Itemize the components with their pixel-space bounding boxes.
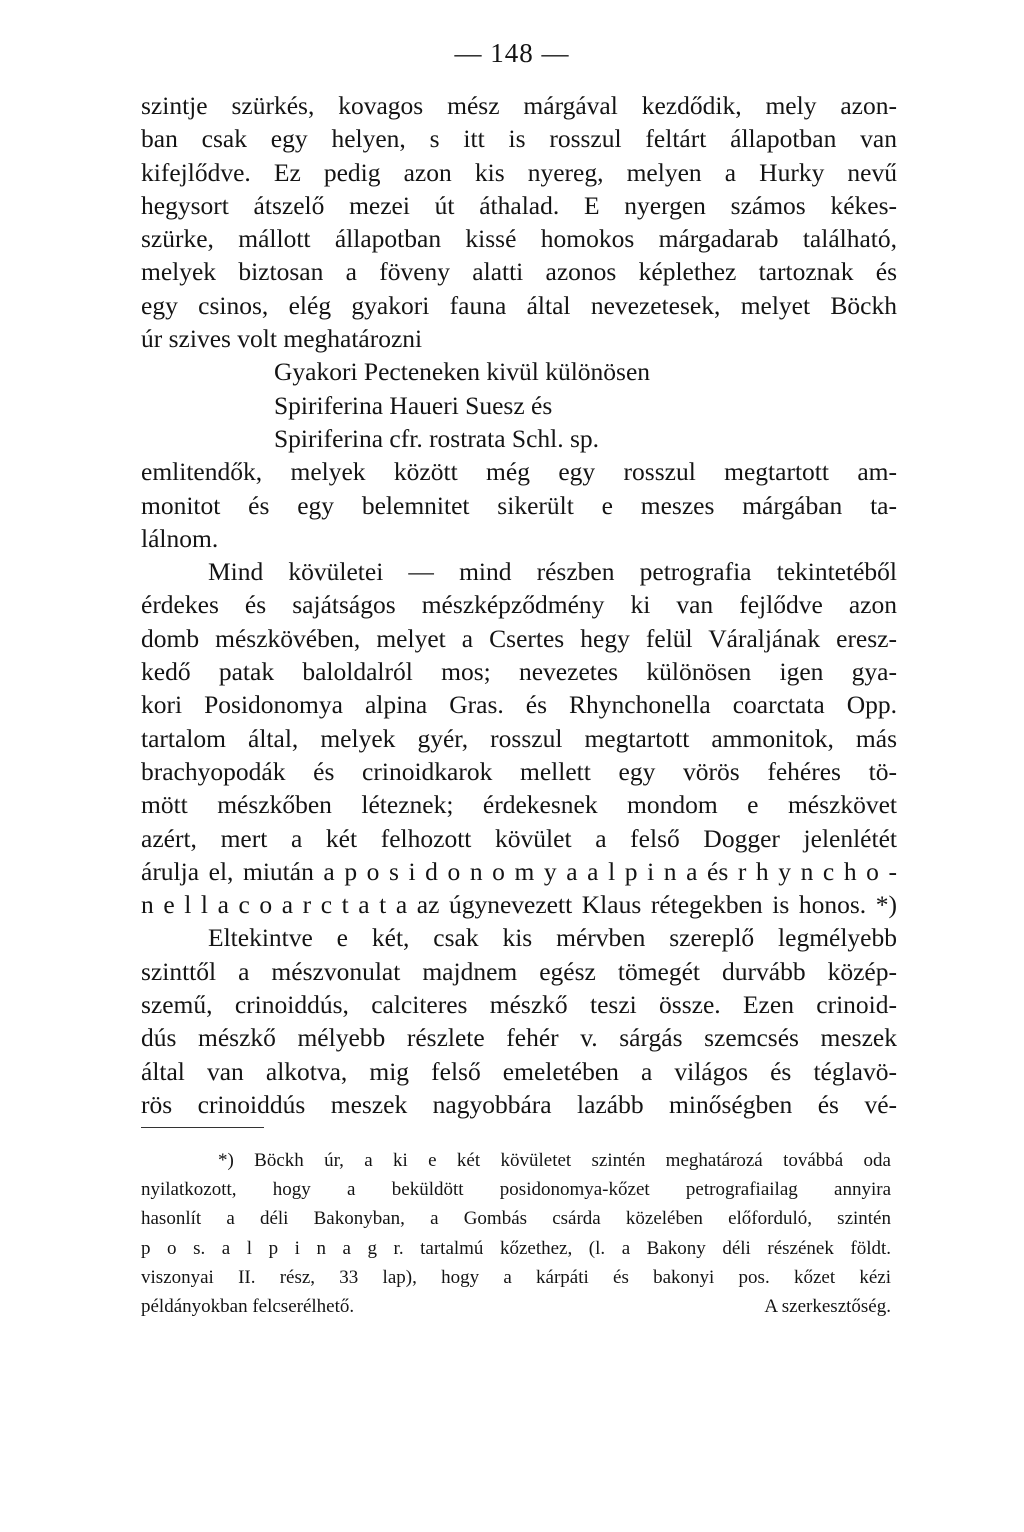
text-line: kifejlődve. Ez pedig azon kis nyereg, melyen a Hurky nevű (141, 157, 897, 187)
page-number: — 148 — (454, 38, 570, 68)
fauna-list-item: Spiriferina cfr. rostrata Schl. sp. (274, 423, 600, 453)
text-line: kori Posidonomya alpina Gras. és Rhynchonella coarctata Opp. (141, 690, 897, 720)
text-line: emlitendők, melyek között még egy rosszul megtartott am- (141, 457, 897, 487)
text-line: lálnom. (141, 523, 219, 553)
text-line: n e l l a c o a r c t a t a az úgynevezett Klaus rétegekben is honos. *) (141, 890, 897, 920)
body-text (141, 89, 897, 1121)
footnote-line: viszonyai II. rész, 33 lap), hogy a kárpáti és bakonyi pos. kőzet kézi (141, 1266, 891, 1288)
text-line: érdekes és sajátságos mészképződmény ki van fejlődve azon (141, 590, 897, 620)
text-line: hegysort átszelő mezei út áthalad. E nyergen számos kékes- (141, 190, 897, 220)
paragraph-start: Mind kövületei — mind részben petrografia tekintetéből (208, 557, 897, 587)
text-line: melyek biztosan a föveny alatti azonos képlethez tartoznak és (141, 257, 897, 287)
editorial-signature: A szerkesztőség. (764, 1295, 891, 1317)
text-line: kedő patak baloldalról mos; nevezetes különösen igen gya- (141, 657, 897, 687)
fauna-list-item: Spiriferina Haueri Suesz és (274, 390, 553, 420)
text-line: dús mészkő mélyebb részlete fehér v. sárgás szemcsés meszek (141, 1023, 897, 1053)
footnote-last-line (141, 1292, 891, 1321)
text-line: rös crinoiddús meszek nagyobbára lazább minőségben és vé- (141, 1089, 897, 1119)
text-line: tartalom által, melyek gyér, rosszul megtartott ammonitok, más (141, 723, 897, 753)
text-line: egy csinos, elég gyakori fauna által nevezetesek, melyet Böckh (141, 290, 897, 320)
footnote-line-end: példányokban felcserélhető. (141, 1295, 355, 1317)
text-line: brachyopodák és crinoidkarok mellett egy vörös fehéres tö- (141, 756, 897, 786)
text-line: domb mészkövében, melyet a Csertes hegy felül Váraljának eresz- (141, 623, 897, 653)
text-line: szinttől a mészvonulat majdnem egész tömegét durvább közép- (141, 956, 897, 986)
text-line: árulja el, miután a p o s i d o n o m y a a l p i n a és r h y n c h o - (141, 856, 897, 886)
text-line: szürke, mállott állapotban kissé homokos márgadarab található, (141, 224, 897, 254)
text-line: szintje szürkés, kovagos mész márgával kezdődik, mely azon- (141, 91, 897, 120)
text-line: úr szives volt meghatározni (141, 324, 423, 354)
footnote-line: nyilatkozott, hogy a beküldött posidonomya-kőzet petrografiailag annyira (141, 1179, 891, 1201)
footnote (141, 1146, 891, 1321)
footnote-separator (141, 1127, 264, 1128)
footnote-line: hasonlít a déli Bakonyban, a Gombás csárda közelében előforduló, szintén (141, 1208, 891, 1230)
text-line: azért, mert a két felhozott kövület a felső Dogger jelenlétét (141, 823, 897, 853)
text-line: által van alkotva, mig felső emeletében a világos és téglavö- (141, 1056, 897, 1086)
text-line: monitot és egy belemnitet sikerült e meszes márgában ta- (141, 490, 897, 520)
text-line: ban csak egy helyen, s itt is rosszul feltárt állapotban van (141, 124, 897, 154)
text-line: szemű, crinoiddús, calciteres mészkő teszi össze. Ezen crinoid- (141, 990, 897, 1020)
fauna-list-item: Gyakori Pecteneken kivül különösen (274, 357, 651, 387)
footnote-line: *) Böckh úr, a ki e két kövületet szintén meghatározá továbbá oda (218, 1150, 891, 1171)
footnote-line: p o s. a l p i n a g r. tartalmú kőzethez, (l. a Bakony déli részének földt. (141, 1237, 891, 1259)
text-line: mött mészkőben léteznek; érdekesnek mondom e mészkövet (141, 790, 897, 820)
paragraph-start: Eltekintve e két, csak kis mérvben szereplő legmélyebb (208, 923, 897, 953)
